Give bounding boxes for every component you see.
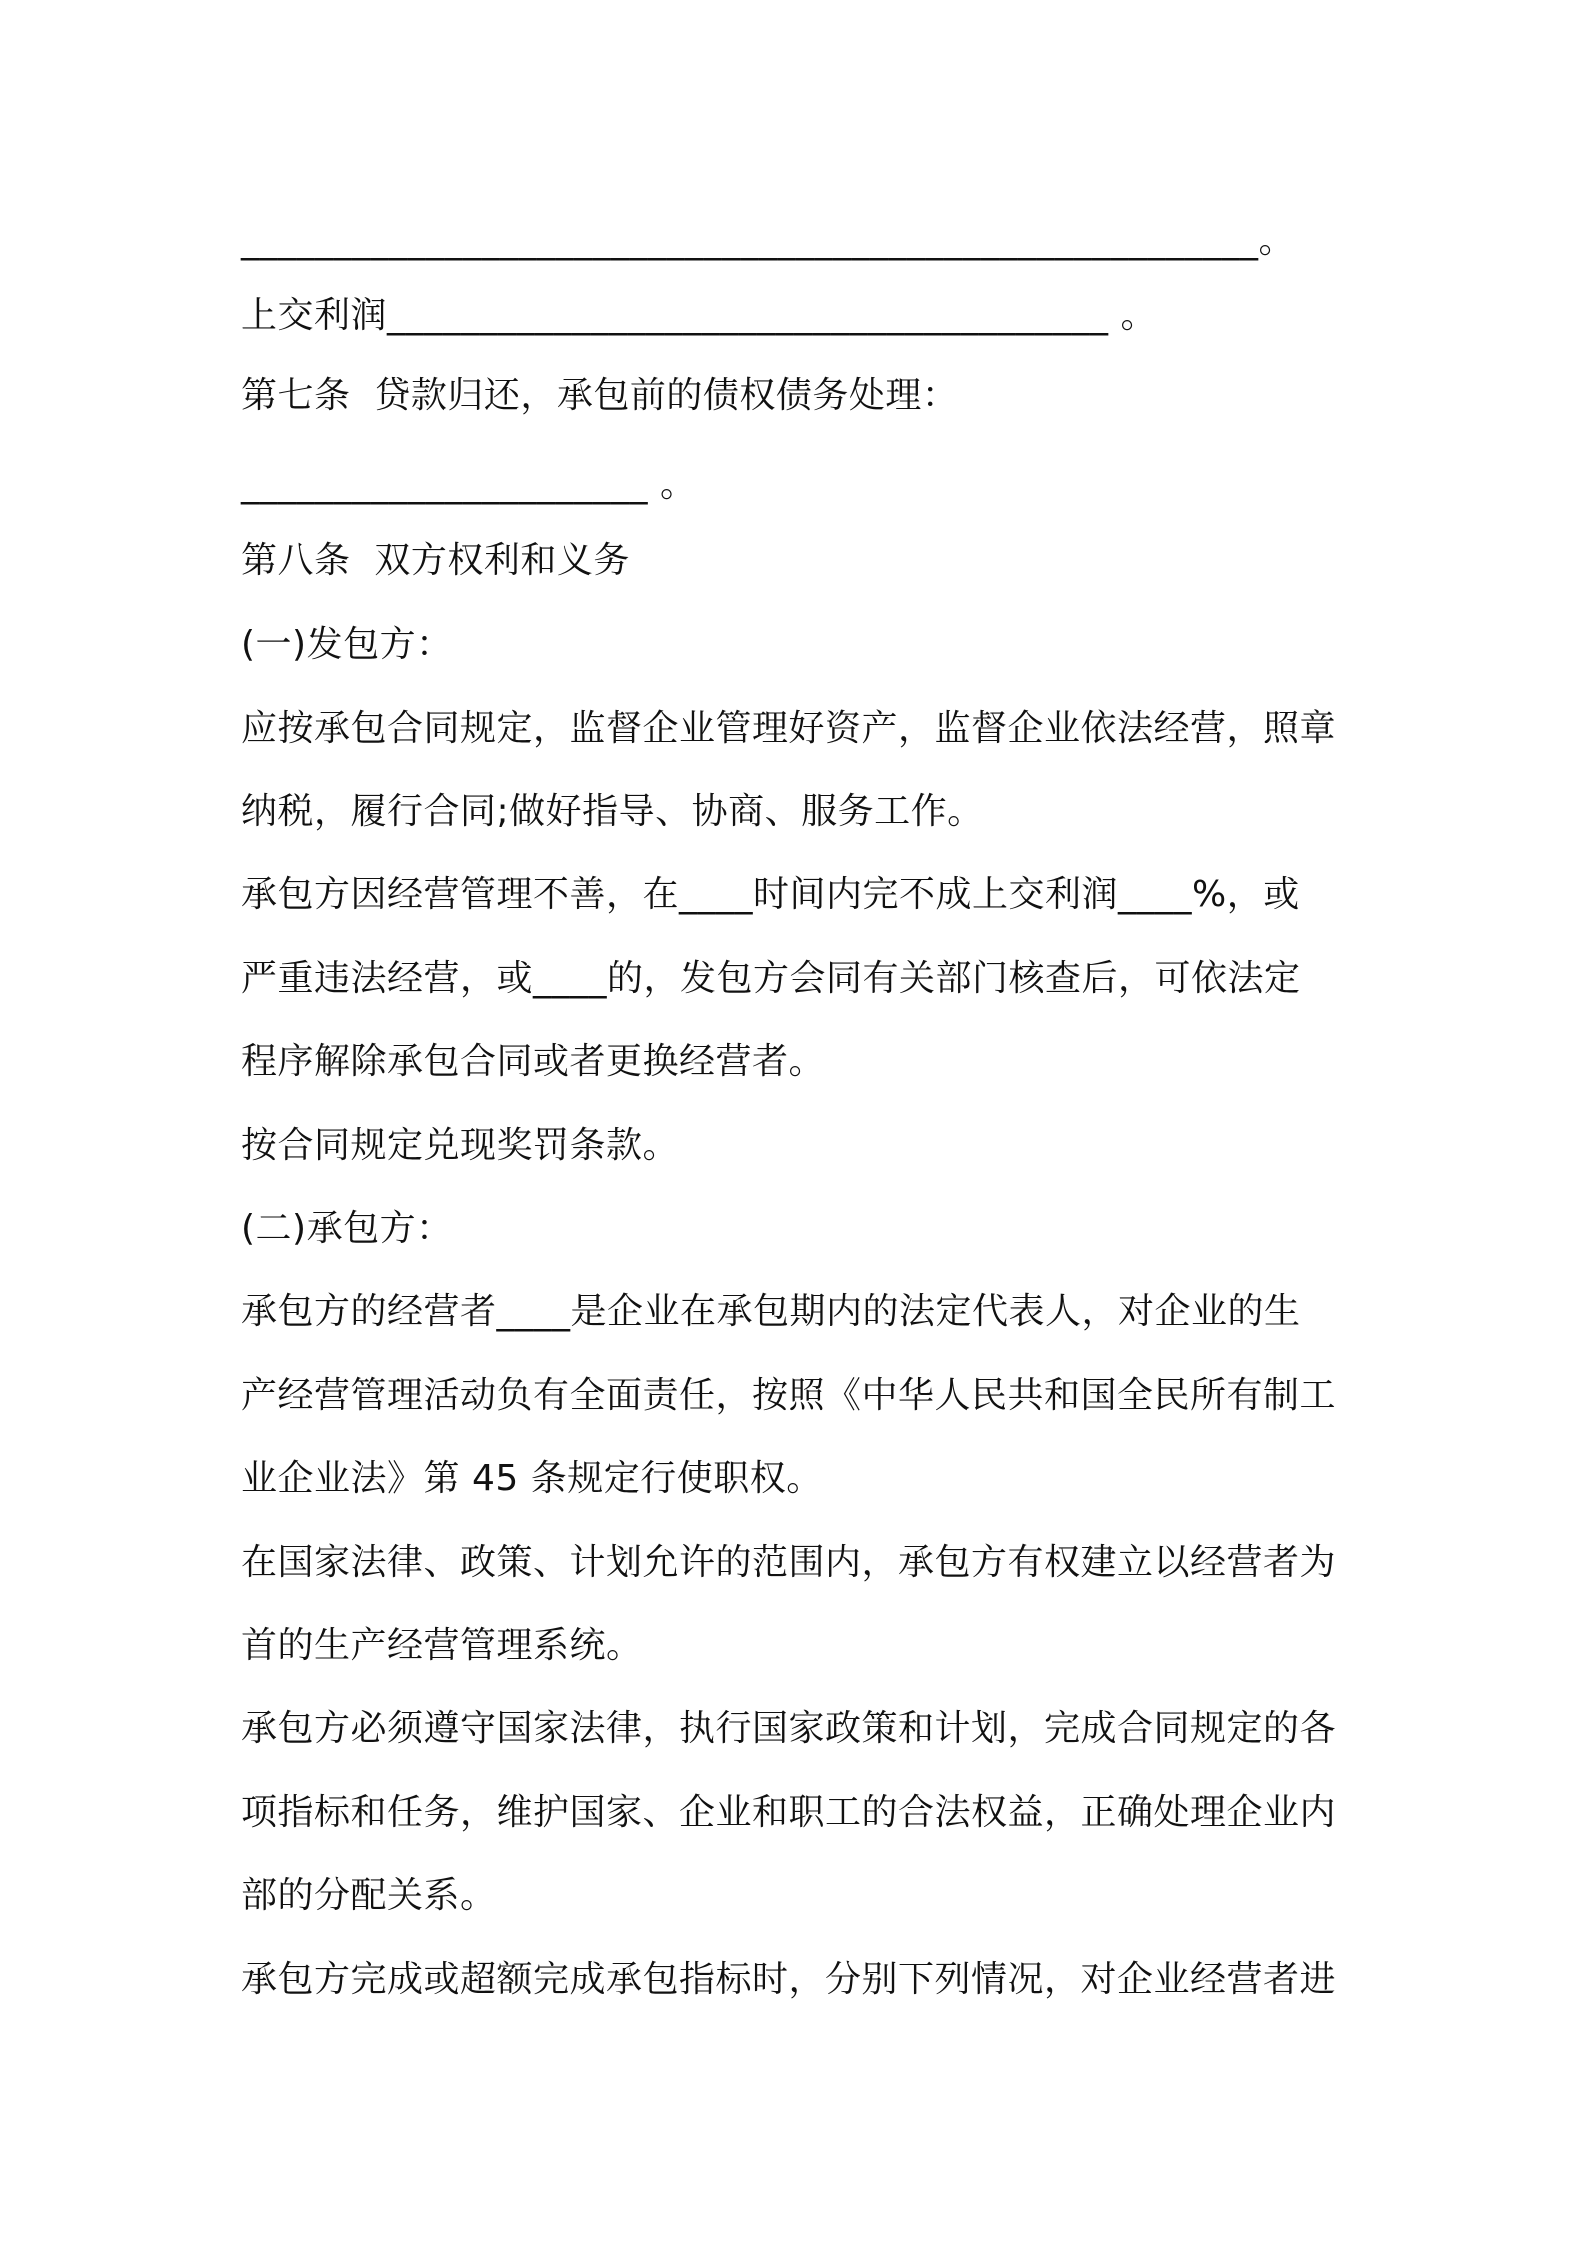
paragraph-line: 业企业法》第 45 条规定行使职权。 — [241, 1458, 823, 1499]
paragraph-line: 纳税，履行合同;做好指导、协商、服务工作。 — [241, 791, 984, 832]
blank-fill-line: _______________________________________________________。 — [241, 220, 1295, 261]
paragraph-line: 严重违法经营，或____的，发包方会同有关部门核查后，可依法定 — [241, 958, 1301, 999]
paragraph-line: 产经营管理活动负有全面责任，按照《中华人民共和国全民所有制工 — [241, 1375, 1337, 1416]
paragraph-line: 按合同规定兑现奖罚条款。 — [241, 1125, 680, 1166]
paragraph-line: 承包方必须遵守国家法律，执行国家政策和计划，完成合同规定的各 — [241, 1708, 1337, 1749]
paragraph-line: 承包方完成或超额完成承包指标时，分别下列情况，对企业经营者进 — [241, 1959, 1337, 2000]
paragraph-line: 承包方因经营管理不善，在____时间内完不成上交利润____%，或 — [241, 874, 1300, 915]
paragraph-line: 应按承包合同规定，监督企业管理好资产，监督企业依法经营，照章 — [241, 708, 1337, 749]
profit-submission-line: 上交利润_______________________________________ 。 — [241, 295, 1157, 336]
section-contractor-heading: (二)承包方： — [241, 1208, 453, 1249]
article-7-blank-line: ______________________ 。 — [241, 464, 697, 505]
section-contracting-party-heading: (一)发包方： — [241, 624, 453, 665]
article-8-heading: 第八条 双方权利和义务 — [241, 540, 630, 581]
paragraph-line: 项指标和任务，维护国家、企业和职工的合法权益，正确处理企业内 — [241, 1792, 1337, 1833]
paragraph-line: 部的分配关系。 — [241, 1875, 497, 1916]
paragraph-line: 在国家法律、政策、计划允许的范围内，承包方有权建立以经营者为 — [241, 1542, 1337, 1583]
paragraph-line: 首的生产经营管理系统。 — [241, 1625, 643, 1666]
paragraph-line: 程序解除承包合同或者更换经营者。 — [241, 1041, 826, 1082]
article-7-heading: 第七条 贷款归还，承包前的债权债务处理： — [241, 375, 959, 416]
paragraph-line: 承包方的经营者____是企业在承包期内的法定代表人，对企业的生 — [241, 1291, 1301, 1332]
